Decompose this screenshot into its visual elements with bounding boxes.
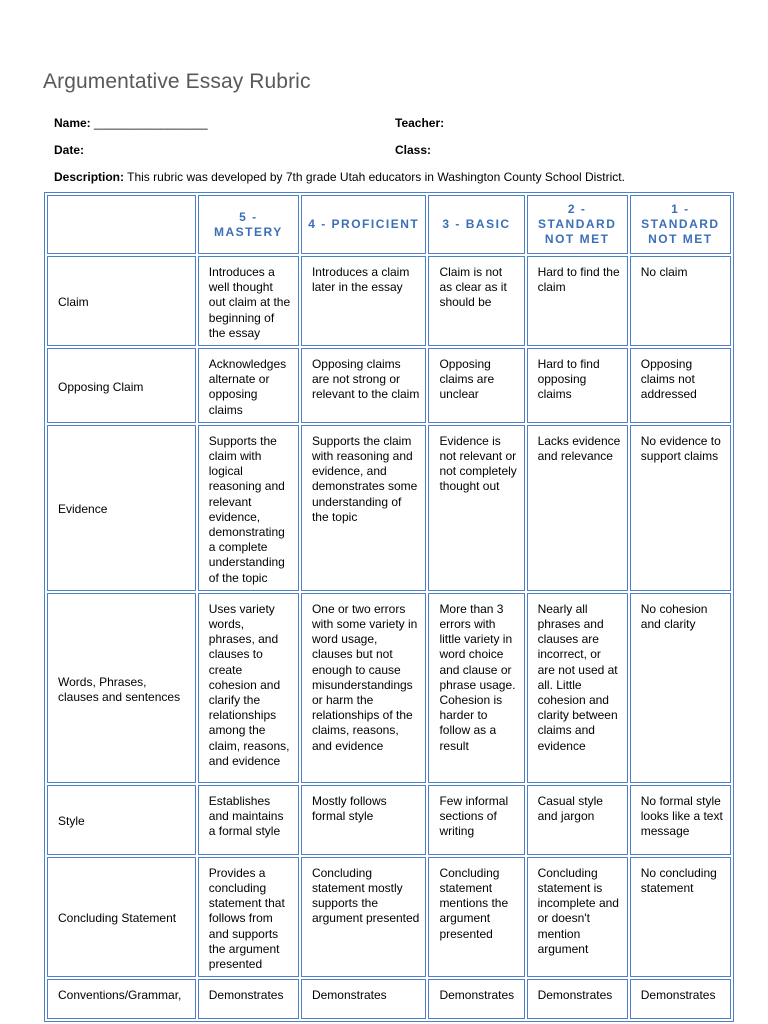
rubric-cell: Introduces a well thought out claim at the beginning of the essay bbox=[198, 256, 299, 346]
rubric-cell: No cohesion and clarity bbox=[630, 593, 731, 783]
rubric-cell: Few informal sections of writing bbox=[428, 785, 524, 855]
rubric-cell: Introduces a claim later in the essay bbox=[301, 256, 426, 346]
criterion-cell: Conventions/Grammar, bbox=[47, 979, 196, 1019]
rubric-cell: Supports the claim with reasoning and evidence, and demonstrates some understanding of the topic bbox=[301, 425, 426, 591]
rubric-cell: Casual style and jargon bbox=[527, 785, 628, 855]
rubric-cell: Demonstrates bbox=[301, 979, 426, 1019]
rubric-cell: Demonstrates bbox=[428, 979, 524, 1019]
rubric-cell: Provides a concluding statement that follows from and supports the argument presented bbox=[198, 857, 299, 977]
rubric-cell: Mostly follows formal style bbox=[301, 785, 426, 855]
rubric-table bbox=[44, 192, 734, 1022]
criterion-cell: Concluding Statement bbox=[47, 857, 196, 977]
rubric-cell: Hard to find opposing claims bbox=[527, 348, 628, 423]
rubric-cell: Concluding statement is incomplete and or doesn't mention argument bbox=[527, 857, 628, 977]
rubric-header-row bbox=[47, 195, 731, 254]
class-field bbox=[395, 143, 431, 157]
rubric-cell: Hard to find the claim bbox=[527, 256, 628, 346]
description bbox=[54, 170, 625, 184]
teacher-label: Teacher: bbox=[395, 116, 445, 130]
header-score-1: 1 - STANDARD NOT MET bbox=[630, 195, 731, 254]
rubric-cell: No formal style looks like a text message bbox=[630, 785, 731, 855]
criterion-cell: Opposing Claim bbox=[47, 348, 196, 423]
criterion-cell: Claim bbox=[47, 256, 196, 346]
rubric-cell: More than 3 errors with little variety in word choice and clause or phrase usage. Cohesion is harder to follow as a result bbox=[428, 593, 524, 783]
table-row bbox=[47, 256, 731, 346]
rubric-cell: Establishes and maintains a formal style bbox=[198, 785, 299, 855]
criterion-cell: Words, Phrases, clauses and sentences bbox=[47, 593, 196, 783]
rubric-cell: Opposing claims are unclear bbox=[428, 348, 524, 423]
table-row bbox=[47, 857, 731, 977]
header-criterion bbox=[47, 195, 196, 254]
criterion-cell: Style bbox=[47, 785, 196, 855]
rubric-cell: No claim bbox=[630, 256, 731, 346]
rubric-cell: Supports the claim with logical reasoning and relevant evidence, demonstrating a complete understanding of the topic bbox=[198, 425, 299, 591]
description-text: This rubric was developed by 7th grade Utah educators in Washington County School District. bbox=[127, 170, 625, 184]
header-score-5: 5 - MASTERY bbox=[198, 195, 299, 254]
rubric-cell: Nearly all phrases and clauses are incorrect, or are not used at all. Little cohesion and clarity between claims and evidence bbox=[527, 593, 628, 783]
rubric-cell: No evidence to support claims bbox=[630, 425, 731, 591]
page-title: Argumentative Essay Rubric bbox=[43, 70, 311, 93]
description-label: Description: bbox=[54, 170, 125, 184]
teacher-field bbox=[395, 116, 444, 130]
rubric-cell: One or two errors with some variety in word usage, clauses but not enough to cause misunderstandings or harm the relationships of the claims, reasons, and evidence bbox=[301, 593, 426, 783]
table-row bbox=[47, 348, 731, 423]
header-score-2: 2 - STANDARD NOT MET bbox=[527, 195, 628, 254]
table-row bbox=[47, 785, 731, 855]
rubric-cell: Claim is not as clear as it should be bbox=[428, 256, 524, 346]
header-score-3: 3 - BASIC bbox=[428, 195, 524, 254]
rubric-container bbox=[44, 192, 734, 1003]
rubric-cell: Opposing claims are not strong or relevant to the claim bbox=[301, 348, 426, 423]
rubric-cell: Opposing claims not addressed bbox=[630, 348, 731, 423]
criterion-cell: Evidence bbox=[47, 425, 196, 591]
rubric-cell: Evidence is not relevant or not completely thought out bbox=[428, 425, 524, 591]
name-label: Name: bbox=[54, 116, 91, 130]
rubric-cell: No concluding statement bbox=[630, 857, 731, 977]
table-row bbox=[47, 425, 731, 591]
rubric-cell: Demonstrates bbox=[527, 979, 628, 1019]
class-label: Class: bbox=[395, 143, 432, 157]
rubric-cell: Uses variety words, phrases, and clauses to create cohesion and clarify the relationships among the claim, reasons, and evidence bbox=[198, 593, 299, 783]
rubric-cell: Concluding statement mentions the argument presented bbox=[428, 857, 524, 977]
rubric-cell: Demonstrates bbox=[630, 979, 731, 1019]
table-row bbox=[47, 593, 731, 783]
rubric-cell: Concluding statement mostly supports the argument presented bbox=[301, 857, 426, 977]
table-row bbox=[47, 979, 731, 1019]
header-score-4: 4 - PROFICIENT bbox=[301, 195, 426, 254]
rubric-cell: Demonstrates bbox=[198, 979, 299, 1019]
rubric-cell: Acknowledges alternate or opposing claims bbox=[198, 348, 299, 423]
name-field bbox=[54, 116, 208, 130]
rubric-cell: Lacks evidence and relevance bbox=[527, 425, 628, 591]
date-field bbox=[54, 143, 84, 157]
date-label: Date: bbox=[54, 143, 85, 157]
name-value: _________________ bbox=[94, 116, 208, 130]
